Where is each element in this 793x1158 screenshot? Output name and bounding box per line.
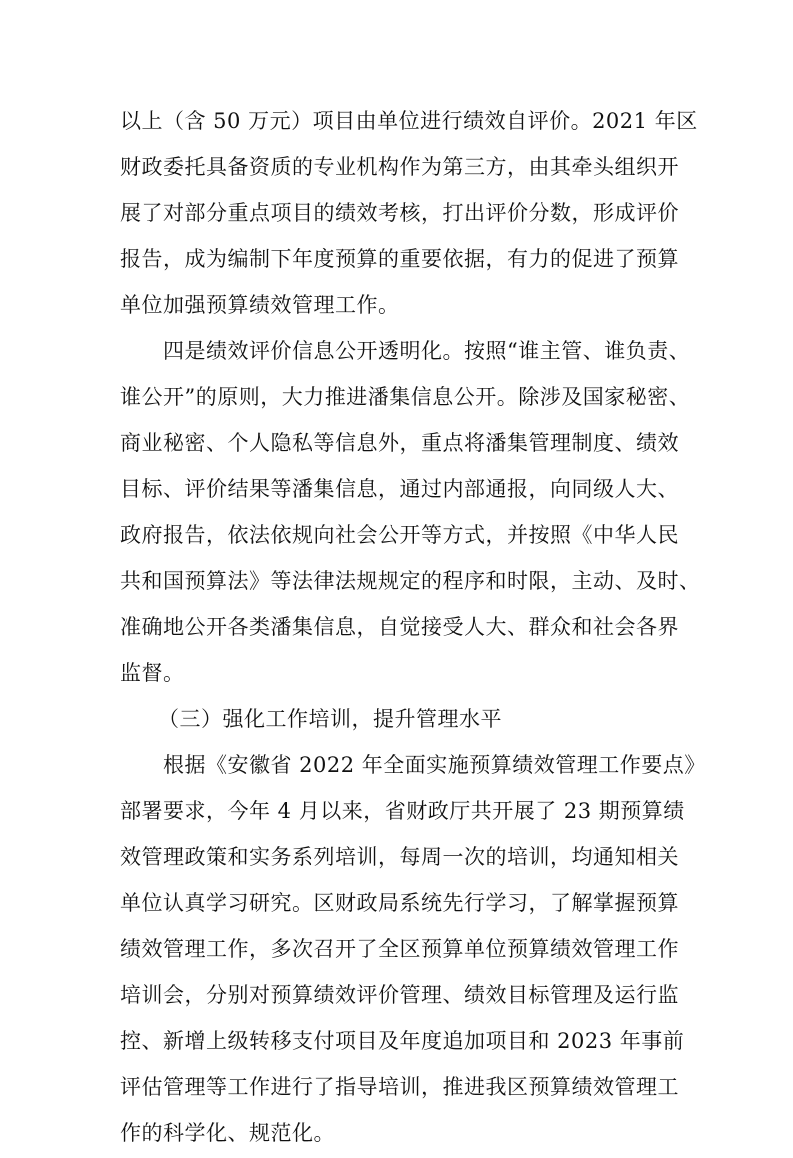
paragraph-line: 共和国预算法》等法律法规规定的程序和时限，主动、及时、 <box>120 569 701 593</box>
paragraph-line: 报告，成为编制下年度预算的重要依据，有力的促进了预算 <box>120 247 679 271</box>
paragraph-line: 财政委托具备资质的专业机构作为第三方，由其牵头组织开 <box>120 155 679 179</box>
paragraph-line: 谁公开”的原则，大力推进潘集信息公开。除涉及国家秘密、 <box>120 385 691 409</box>
paragraph-line: 效管理政策和实务系列培训，每周一次的培训，均通知相关 <box>120 845 679 869</box>
paragraph-line: 绩效管理工作，多次召开了全区预算单位预算绩效管理工作 <box>120 937 679 961</box>
paragraph-line: 作的科学化、规范化。 <box>120 1121 335 1145</box>
paragraph-line: 以上（含 50 万元）项目由单位进行绩效自评价。2021 年区 <box>120 109 698 133</box>
paragraph-line: 目标、评价结果等潘集信息，通过内部通报，向同级人大、 <box>120 477 679 501</box>
paragraph-line: 展了对部分重点项目的绩效考核，打出评价分数，形成评价 <box>120 201 679 225</box>
paragraph-line: 监督。 <box>120 661 185 685</box>
paragraph-line: 政府报告，依法依规向社会公开等方式，并按照《中华人民 <box>120 523 679 547</box>
paragraph-line: 培训会，分别对预算绩效评价管理、绩效目标管理及运行监 <box>120 983 679 1007</box>
section-heading: （三）强化工作培训，提升管理水平 <box>158 707 502 731</box>
paragraph-line: 商业秘密、个人隐私等信息外，重点将潘集管理制度、绩效 <box>120 431 679 455</box>
paragraph-line: 四是绩效评价信息公开透明化。按照“谁主管、谁负责、 <box>163 339 691 363</box>
paragraph-line: 根据《安徽省 2022 年全面实施预算绩效管理工作要点》 <box>163 753 706 777</box>
paragraph-line: 控、新增上级转移支付项目及年度追加项目和 2023 年事前 <box>120 1029 685 1053</box>
paragraph-line: 单位认真学习研究。区财政局系统先行学习，了解掌握预算 <box>120 891 679 915</box>
paragraph-line: 评估管理等工作进行了指导培训，推进我区预算绩效管理工 <box>120 1075 679 1099</box>
paragraph-line: 部署要求，今年 4 月以来，省财政厅共开展了 23 期预算绩 <box>120 799 685 823</box>
paragraph-line: 单位加强预算绩效管理工作。 <box>120 293 400 317</box>
paragraph-line: 准确地公开各类潘集信息，自觉接受人大、群众和社会各界 <box>120 615 679 639</box>
